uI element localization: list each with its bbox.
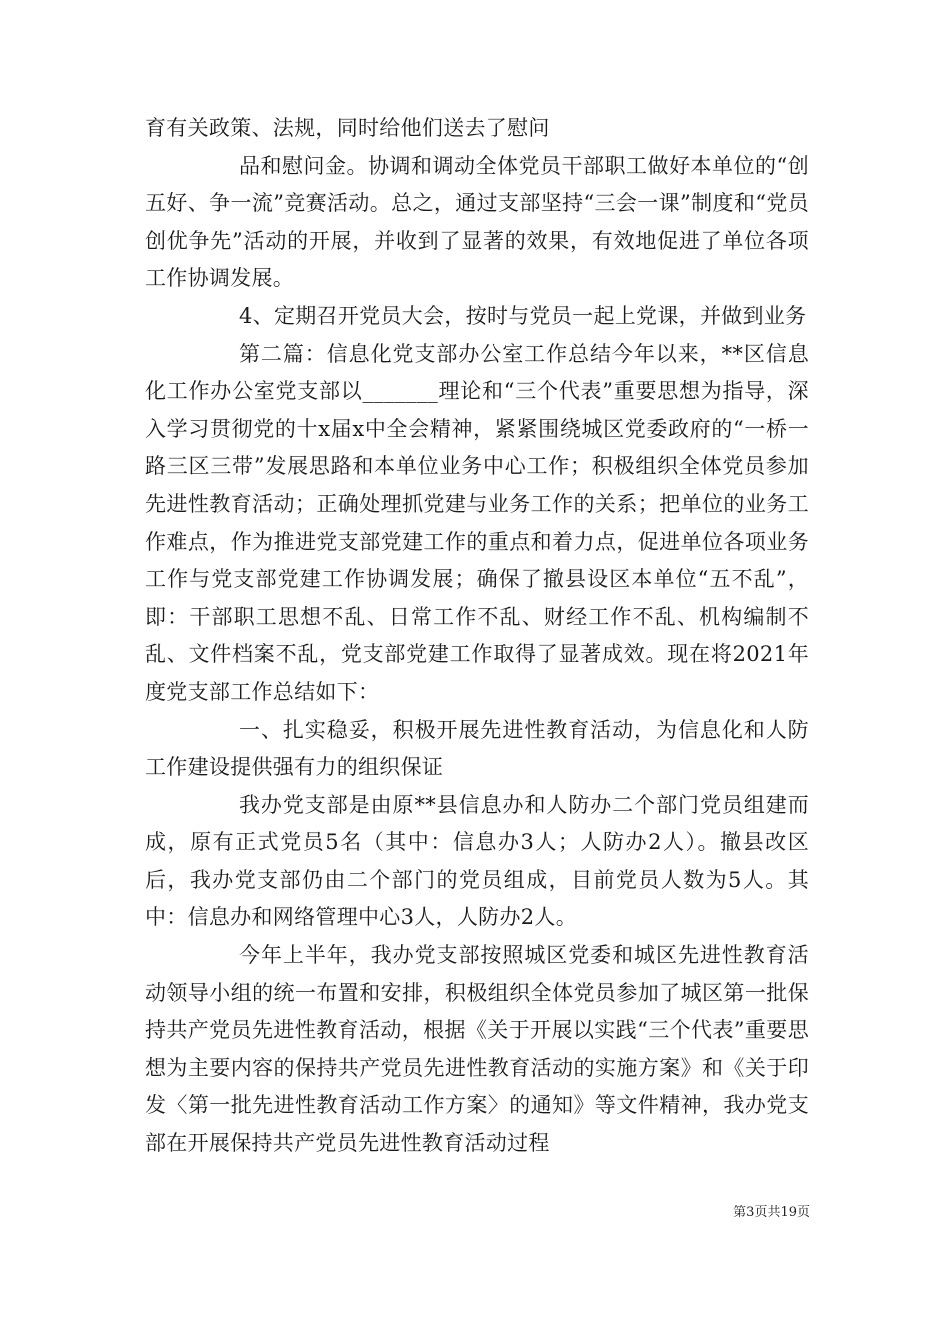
- paragraph-1: 育有关政策、法规，同时给他们送去了慰问: [145, 116, 550, 140]
- paragraph-3: 4、定期召开党员大会，按时与党员一起上党课，并做到业务: [239, 303, 807, 328]
- paragraph-7: 今年上半年，我办党支部按照城区党委和城区先进性教育活动领导小组的统一布置和安排，积极组织全体党员参加了城区第一批保持共产党员先进性教育活动，根据《关于开展以实践“三个代表”重要思想为主要内容的保持共产党员先进性教育活动的实施方案》和《关于印发〈第一批先进性教育活动工作方案〉的通知》等文件精神，我办党支部在开展保持共产党员先进性教育活动过程: [145, 943, 809, 1156]
- paragraph-4: 第二篇：信息化党支部办公室工作总结今年以来，**区信息化工作办公室党支部以_______理论和“三个代表”重要思想为指导，深入学习贯彻党的十x届x中全会精神，紧紧围绕城区党委政府的“一桥一路三区三带”发展思路和本单位业务中心工作；积极组织全体党员参加先进性教育活动；正确处理抓党建与业务工作的关系；把单位的业务工作难点，作为推进党支部党建工作的重点和着力点，促进单位各项业务工作与党支部党建工作协调发展；确保了撤县设区本单位“五不乱”，即：干部职工思想不乱、日常工作不乱、财经工作不乱、机构编制不乱、文件档案不乱，党支部党建工作取得了显著成效。现在将2021年度党支部工作总结如下：: [145, 341, 809, 704]
- paragraph-2: 品和慰问金。协调和调动全体党员干部职工做好本单位的“创五好、争一流”竞赛活动。总之，通过支部坚持“三会一课”制度和“党员创优争先”活动的开展，并收到了显著的效果，有效地促进了单位各项工作协调发展。: [145, 153, 809, 291]
- paragraph-6: 我办党支部是由原**县信息办和人防办二个部门党员组建而成，原有正式党员5名（其中：信息办3人；人防办2人）。撤县改区后，我办党支部仍由二个部门的党员组成，目前党员人数为5人。其中：信息办和网络管理中心3人，人防办2人。: [145, 792, 809, 930]
- paragraph-5-section-heading: 一、扎实稳妥，积极开展先进性教育活动，为信息化和人防工作建设提供强有力的组织保证: [145, 717, 809, 780]
- document-body: [145, 110, 809, 1163]
- page-number-footer: 第3页共19页: [733, 1205, 810, 1220]
